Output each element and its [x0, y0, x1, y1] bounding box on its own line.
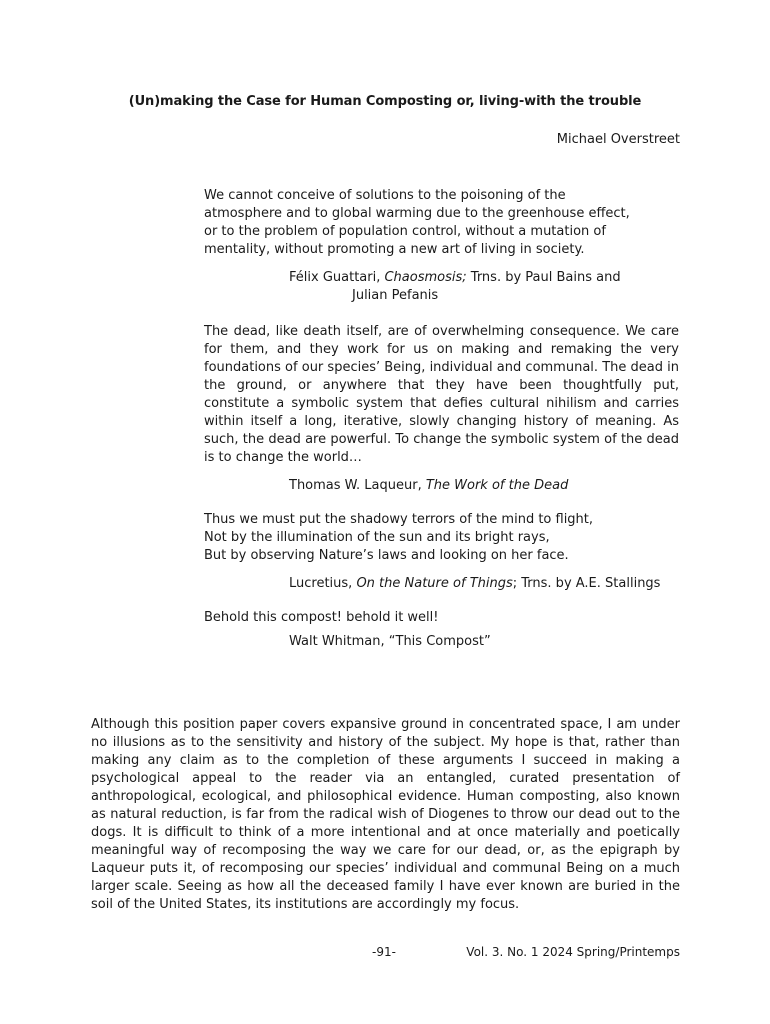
paper-title: (Un)making the Case for Human Composting or, living-with the trouble [128, 94, 642, 109]
journal-info: Vol. 3. No. 1 2024 Spring/Printemps [466, 945, 680, 959]
quote-line: Behold this compost! behold it well! [204, 610, 439, 625]
body-paragraph: Although this position paper covers expansive ground in concentrated space, I am under no illusions as to the sensitivity and history of the subject. My hope is that, rather than making any claim as to the completion of these arguments I succeed in making a psychological appeal to the reader via an entangled, curated presentation of anthropological, ecological, and philosophical evidence. Human composting, also known as natural reduction, is far from the radical wish of Diogenes to throw our dead out to the dogs. It is difficult to think of a more intentional and at once materially and poetically meaningful way of recomposing the way we care for our dead, or, as the epigraph by Laqueur puts it, of recomposing our species’ individual and communal Being on a much larger scale. Seeing as how all the deceased family I have ever known are buried in the soil of the United States, its institutions are accordingly my focus. [91, 717, 680, 912]
epigraph-attribution [289, 269, 679, 305]
attribution-name: Walt Whitman, “This Compost” [289, 634, 491, 649]
quote-line: mentality, without promoting a new art of living in society. [204, 242, 585, 257]
author-name: Michael Overstreet [556, 132, 680, 147]
epigraph-quote [204, 609, 679, 627]
quote-line: or to the problem of population control, without a mutation of [204, 224, 606, 239]
attribution-translator-cont: Julian Pefanis [352, 288, 439, 303]
attribution-name: Thomas W. Laqueur, [289, 478, 426, 493]
epigraph-laqueur [204, 323, 679, 495]
epigraphs-section [204, 187, 679, 651]
quote-line: But by observing Nature’s laws and looking on her face. [204, 548, 569, 563]
quote-line: atmosphere and to global warming due to the greenhouse effect, [204, 206, 630, 221]
epigraph-attribution [289, 633, 679, 651]
epigraph-lucretius [204, 511, 679, 593]
attribution-work: On the Nature of Things [356, 576, 513, 591]
attribution-translator: ; Trns. by A.E. Stallings [512, 576, 661, 591]
attribution-name: Félix Guattari, [289, 270, 385, 285]
page-number: -91- [372, 945, 396, 959]
epigraph-guattari [204, 187, 679, 305]
attribution-work: The Work of the Dead [425, 478, 569, 493]
epigraph-quote: The dead, like death itself, are of overwhelming consequence. We care for them, and they work for us on making and remaking the very foundations of our species’ Being, individual and communal. The dead in the ground, or anywhere that they have been thoughtfully put, constitute a symbolic system that defies cultural nihilism and carries within itself a long, iterative, slowly changing history of meaning. As such, the dead are powerful. To change the symbolic system of the dead is to change the world… [204, 324, 679, 465]
epigraph-attribution [289, 477, 679, 495]
epigraph-attribution [289, 575, 679, 593]
attribution-translator: Trns. by Paul Bains and [466, 270, 621, 285]
quote-line: Thus we must put the shadowy terrors of the mind to flight, [204, 512, 594, 527]
quote-line: We cannot conceive of solutions to the poisoning of the [204, 188, 566, 203]
attribution-work: Chaosmosis; [384, 270, 467, 285]
epigraph-quote [204, 187, 679, 259]
quote-line: Not by the illumination of the sun and its bright rays, [204, 530, 550, 545]
epigraph-whitman [204, 609, 679, 651]
epigraph-quote [204, 511, 679, 565]
attribution-name: Lucretius, [289, 576, 357, 591]
